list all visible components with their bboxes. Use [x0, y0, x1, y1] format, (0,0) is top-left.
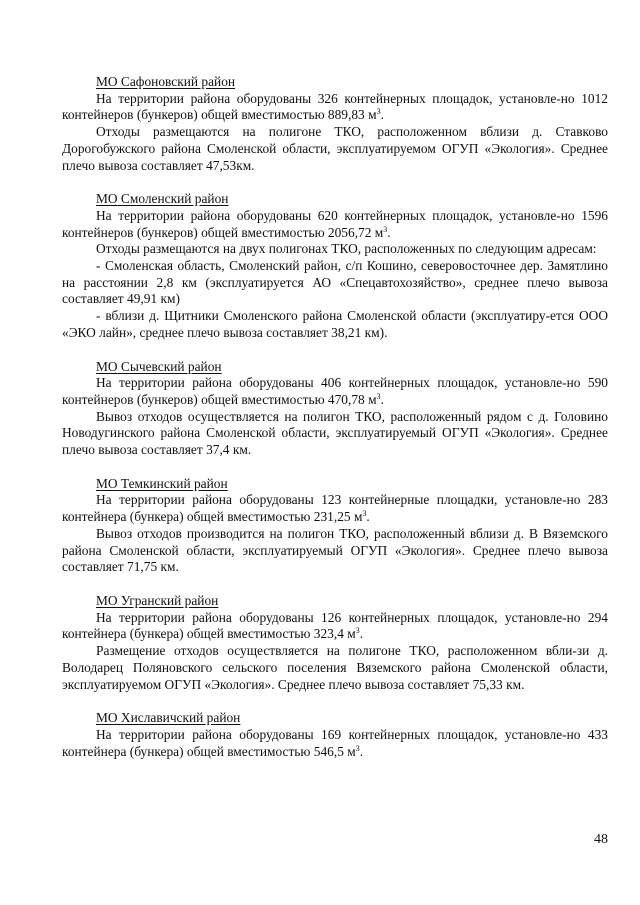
paragraph-disposal: Отходы размещаются на полигоне ТКО, расположенном вблизи д. Ставково Дорогобужского района Смоленской области, эксплуатируемом ОГУП «Экология». Среднее плечо вывоза составляет 47,53км.	[62, 124, 608, 173]
section-sychevsky	[62, 359, 608, 459]
paragraph-containers: На территории района оборудованы 620 контейнерных площадок, установле-но 1596 контейнеров (бункеров) общей вместимостью 2056,72 $м^3$.	[62, 207, 608, 240]
section-heading: МО Угранский район	[96, 592, 219, 608]
section-safonovsky	[62, 74, 608, 174]
section-heading: МО Темкинский район	[96, 475, 228, 491]
section-ugransky	[62, 593, 608, 693]
paragraph-containers: На территории района оборудованы 169 контейнерных площадок, установле-но 433 контейнера (бункера) общей вместимостью 546,5 $м^3$.	[62, 726, 608, 759]
paragraph-containers: На территории района оборудованы 406 контейнерных площадок, установле-но 590 контейнеров (бункеров) общей вместимостью 470,78 $м^3$.	[62, 375, 608, 407]
paragraph-disposal: Отходы размещаются на двух полигонах ТКО, расположенных по следующим адресам:	[96, 241, 597, 257]
section-temkinsky	[62, 476, 608, 576]
paragraph-landfill-1: - Смоленская область, Смоленский район, с/п Кошино, северовосточнее дер. Замятлино на расстоянии 2,8 км (эксплуатируется АО «Спецавтохозяйство», среднее плечо вывоза составляет 49,91 км)	[62, 258, 608, 307]
section-heading: МО Сычевский район	[96, 358, 222, 374]
paragraph-containers: На территории района оборудованы 326 контейнерных площадок, установле-но 1012 контейнеров (бункеров) общей вместимостью 889,83 $м^3$.	[62, 90, 608, 123]
section-heading: МО Сафоновский район	[96, 74, 236, 89]
paragraph-disposal: Вывоз отходов осуществляется на полигон ТКО, расположенный рядом с д. Головино Новодугинского района Смоленской области, эксплуатируемый ОГУП «Экология». Среднее плечо вывоза составляет 37,4 км.	[62, 408, 608, 458]
section-khislavichsky	[62, 710, 608, 760]
page-number: 48	[594, 832, 608, 847]
section-heading: МО Хиславичский район	[96, 710, 241, 726]
section-heading: МО Смоленский район	[96, 191, 229, 207]
document-page	[62, 74, 608, 777]
paragraph-containers: На территории района оборудованы 126 контейнерных площадок, установле-но 294 контейнера (бункера) общей вместимостью 323,4 $м^3$.	[62, 609, 608, 642]
paragraph-containers: На территории района оборудованы 123 контейнерные площадки, установле-но 283 контейнера (бункера) общей вместимостью 231,25 $м^3$.	[62, 492, 608, 525]
paragraph-disposal: Размещение отходов осуществляется на полигоне ТКО, расположенном вбли-зи д. Володарец Поляновского сельского поселения Вяземского района Смоленской области, эксплуатируемом ОГУП «Экология». Среднее плечо вывоза составляет 75,33 км.	[62, 643, 608, 692]
paragraph-landfill-2: - вблизи д. Щитники Смоленского района Смоленской области (эксплуатиру-ется ООО «ЭКО лайн», среднее плечо вывоза составляет 38,21 км).	[62, 308, 608, 340]
paragraph-disposal: Вывоз отходов производится на полигон ТКО, расположенный вблизи д. В Вяземского района Смоленской области, эксплуатируемый ОГУП «Экология». Среднее плечо вывоза составляет 71,75 км.	[62, 525, 608, 575]
section-smolensky	[62, 191, 608, 341]
